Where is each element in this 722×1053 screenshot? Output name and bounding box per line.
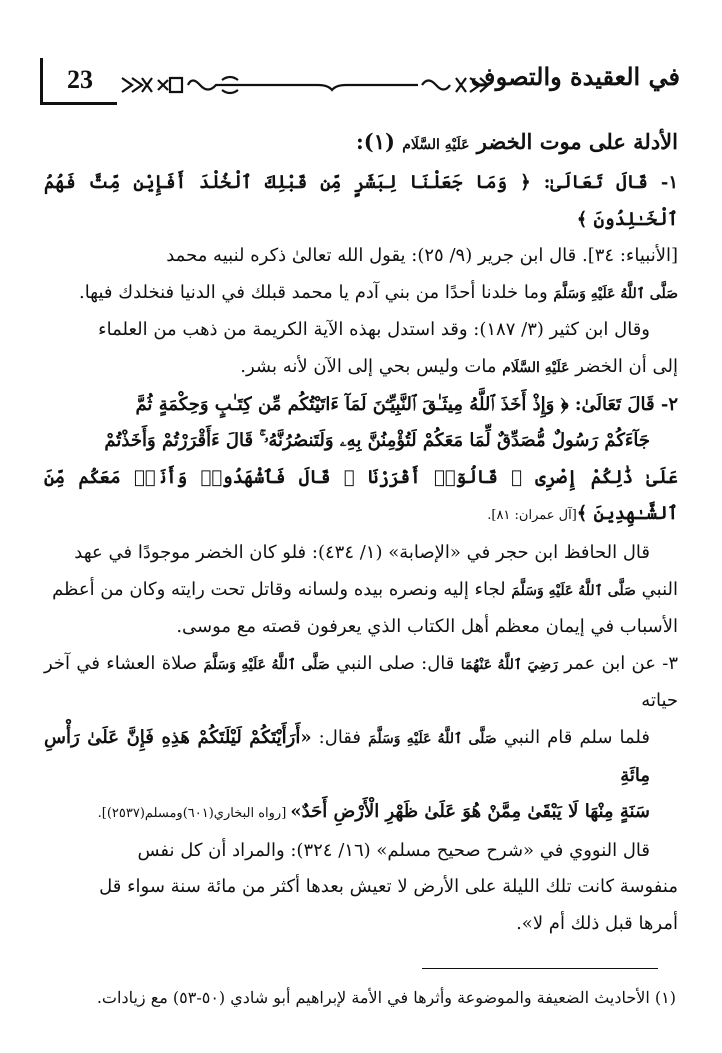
honorific: صَلَّى ٱللَّهُ عَلَيْهِ وَسَلَّمَ [553, 285, 678, 302]
verse-citation: [آل عمران: ٨١]. [487, 508, 577, 524]
heading-honorific: عَلَيْهِ السَّلَام [402, 137, 470, 153]
text-line [44, 275, 678, 313]
item-prefix: ٢- قَالَ تَعَالَىٰ: [568, 393, 678, 415]
text-span: فقال: [311, 726, 369, 748]
honorific: صَلَّى ٱللَّهُ عَلَيْهِ وَسَلَّمَ [368, 730, 497, 747]
quran-verse: عَلَىٰ ذَٰلِكُمْ إِصْرِى ۖ قَالُوٓا۟ أَقْرَرْنَا ۚ قَالَ فَٱشْهَدُوا۟ وَأَنَا۠ مَعَكُم مِّنَ ٱلشَّـٰهِدِينَ ﴾ [44, 466, 678, 525]
text-span: إلى أن الخضر [569, 355, 678, 377]
text-line [44, 387, 678, 424]
heading-ref: (١): [355, 129, 395, 154]
text-line [44, 535, 678, 572]
text-line [44, 312, 678, 349]
item-prefix: ١- قَالَ تَعَالَىٰ: [530, 172, 678, 193]
text-line [44, 238, 678, 275]
honorific: صَلَّى ٱللَّهُ عَلَيْهِ وَسَلَّمَ [511, 582, 636, 599]
text-span: لجاء إليه ونصره بيده ولسانه وقاتل تحت رايته وكان من أعظم [52, 578, 512, 600]
section-heading [44, 122, 678, 165]
text-span: ٣- عن ابن عمر [557, 652, 679, 674]
hadith-text: «أَرَأَيْتَكُمْ لَيْلَتَكُمْ هَذِهِ فَإِنَّ عَلَىٰ رَأْسِ مِائَةِ [44, 726, 650, 786]
text-line [44, 720, 678, 794]
header-ornament-icon [118, 72, 490, 98]
honorific: صَلَّى ٱللَّهُ عَلَيْهِ وَسَلَّمَ [203, 656, 330, 673]
footnote: (١) الأحاديث الضعيفة والموضوعة وأثرها في الأمة لإبراهيم أبو شادي (٥٠-٥٣) مع زيادات. [96, 988, 676, 1007]
hadith-text: سَنَةٍ مِنْهَا لَا يَبْقَىٰ مِمَّنْ هُوَ عَلَىٰ ظَهْرِ الْأَرْضِ أَحَدٌ» [290, 801, 650, 823]
text-span: فلما سلم قام النبي [496, 726, 650, 748]
text-line [44, 572, 678, 610]
text-span: النبي [635, 578, 678, 600]
page-number-box [40, 58, 117, 105]
page-header [40, 58, 680, 110]
text-span: قال: صلى النبي [329, 652, 461, 674]
text-span: أمرها قبل ذلك أم لا». [516, 912, 678, 934]
text-line [44, 165, 678, 238]
text-span: صلاة العشاء في آخر حياته [44, 652, 678, 712]
text-line [44, 349, 678, 387]
text-span: قال الحافظ ابن حجر في «الإصابة» (١/ ٤٣٤): فلو كان الخضر موجودًا في عهد [74, 541, 650, 563]
main-text [44, 122, 678, 942]
text-span: وما خلدنا أحدًا من بني آدم يا محمد قبلك في الدنيا فنخلدك فيها. [78, 281, 554, 303]
text-span: [الأنبياء: ٣٤]. قال ابن جرير (٩/ ٢٥): يقول الله تعالىٰ ذكره لنبيه محمد [166, 245, 678, 267]
quran-verse: ﴿ وَإِذْ أَخَذَ ٱللَّهُ مِيثَـٰقَ ٱلنَّبِيِّـۧنَ لَمَآ ءَاتَيْتُكُم مِّن كِتَـٰبٍ وَحِكْمَةٍ ثُمَّ [135, 393, 569, 415]
running-title: في العقيدة والتصوف [470, 62, 680, 91]
text-line [44, 646, 678, 720]
text-line [44, 869, 678, 906]
text-span: الأسباب في إيمان معظم أهل الكتاب الذي يعرفون قصته مع موسى. [176, 616, 678, 638]
quran-verse: ﴿ وَمَا جَعَلْنَا لِبَشَرٍ مِّن قَبْلِكَ ٱلْخُلْدَ أَفَإِيْن مِّتَّ فَهُمُ ٱلْخَـٰلِدُونَ ﴾ [44, 172, 678, 230]
footnote-divider [422, 968, 658, 969]
text-line [44, 423, 678, 460]
page-number: 23 [67, 65, 93, 94]
text-line [44, 906, 678, 943]
text-span: مات وليس بحي إلى الآن لأنه بشر. [240, 355, 503, 377]
text-line [44, 794, 678, 833]
honorific: عَلَيْهِ السَّلَام [502, 359, 570, 376]
honorific: رَضِيَ ٱللَّهُ عَنْهُمَا [460, 656, 558, 673]
text-line [44, 460, 678, 535]
text-line [44, 833, 678, 870]
text-span: قال النووي في «شرح صحيح مسلم» (١٦/ ٣٢٤): والمراد أن كل نفس [137, 839, 650, 861]
hadith-citation: [رواه البخاري(٦٠١)ومسلم(٢٥٣٧)]. [97, 806, 291, 822]
text-span: وقال ابن كثير (٣/ ١٨٧): وقد استدل بهذه الآية الكريمة من ذهب من العلماء [98, 319, 650, 341]
text-span: منفوسة كانت تلك الليلة على الأرض لا تعيش بعدها أكثر من مائة سنة سواء قل [99, 876, 678, 898]
text-line [44, 609, 678, 646]
quran-verse: جَآءَكُمْ رَسُولٌ مُّصَدِّقٌ لِّمَا مَعَكُمْ لَتُؤْمِنُنَّ بِهِۦ وَلَتَنصُرُنَّهُۥ ۚ قَالَ ءَأَقْرَرْتُمْ وَأَخَذْتُمْ [104, 430, 650, 452]
heading-text: الأدلة على موت الخضر [476, 129, 678, 154]
